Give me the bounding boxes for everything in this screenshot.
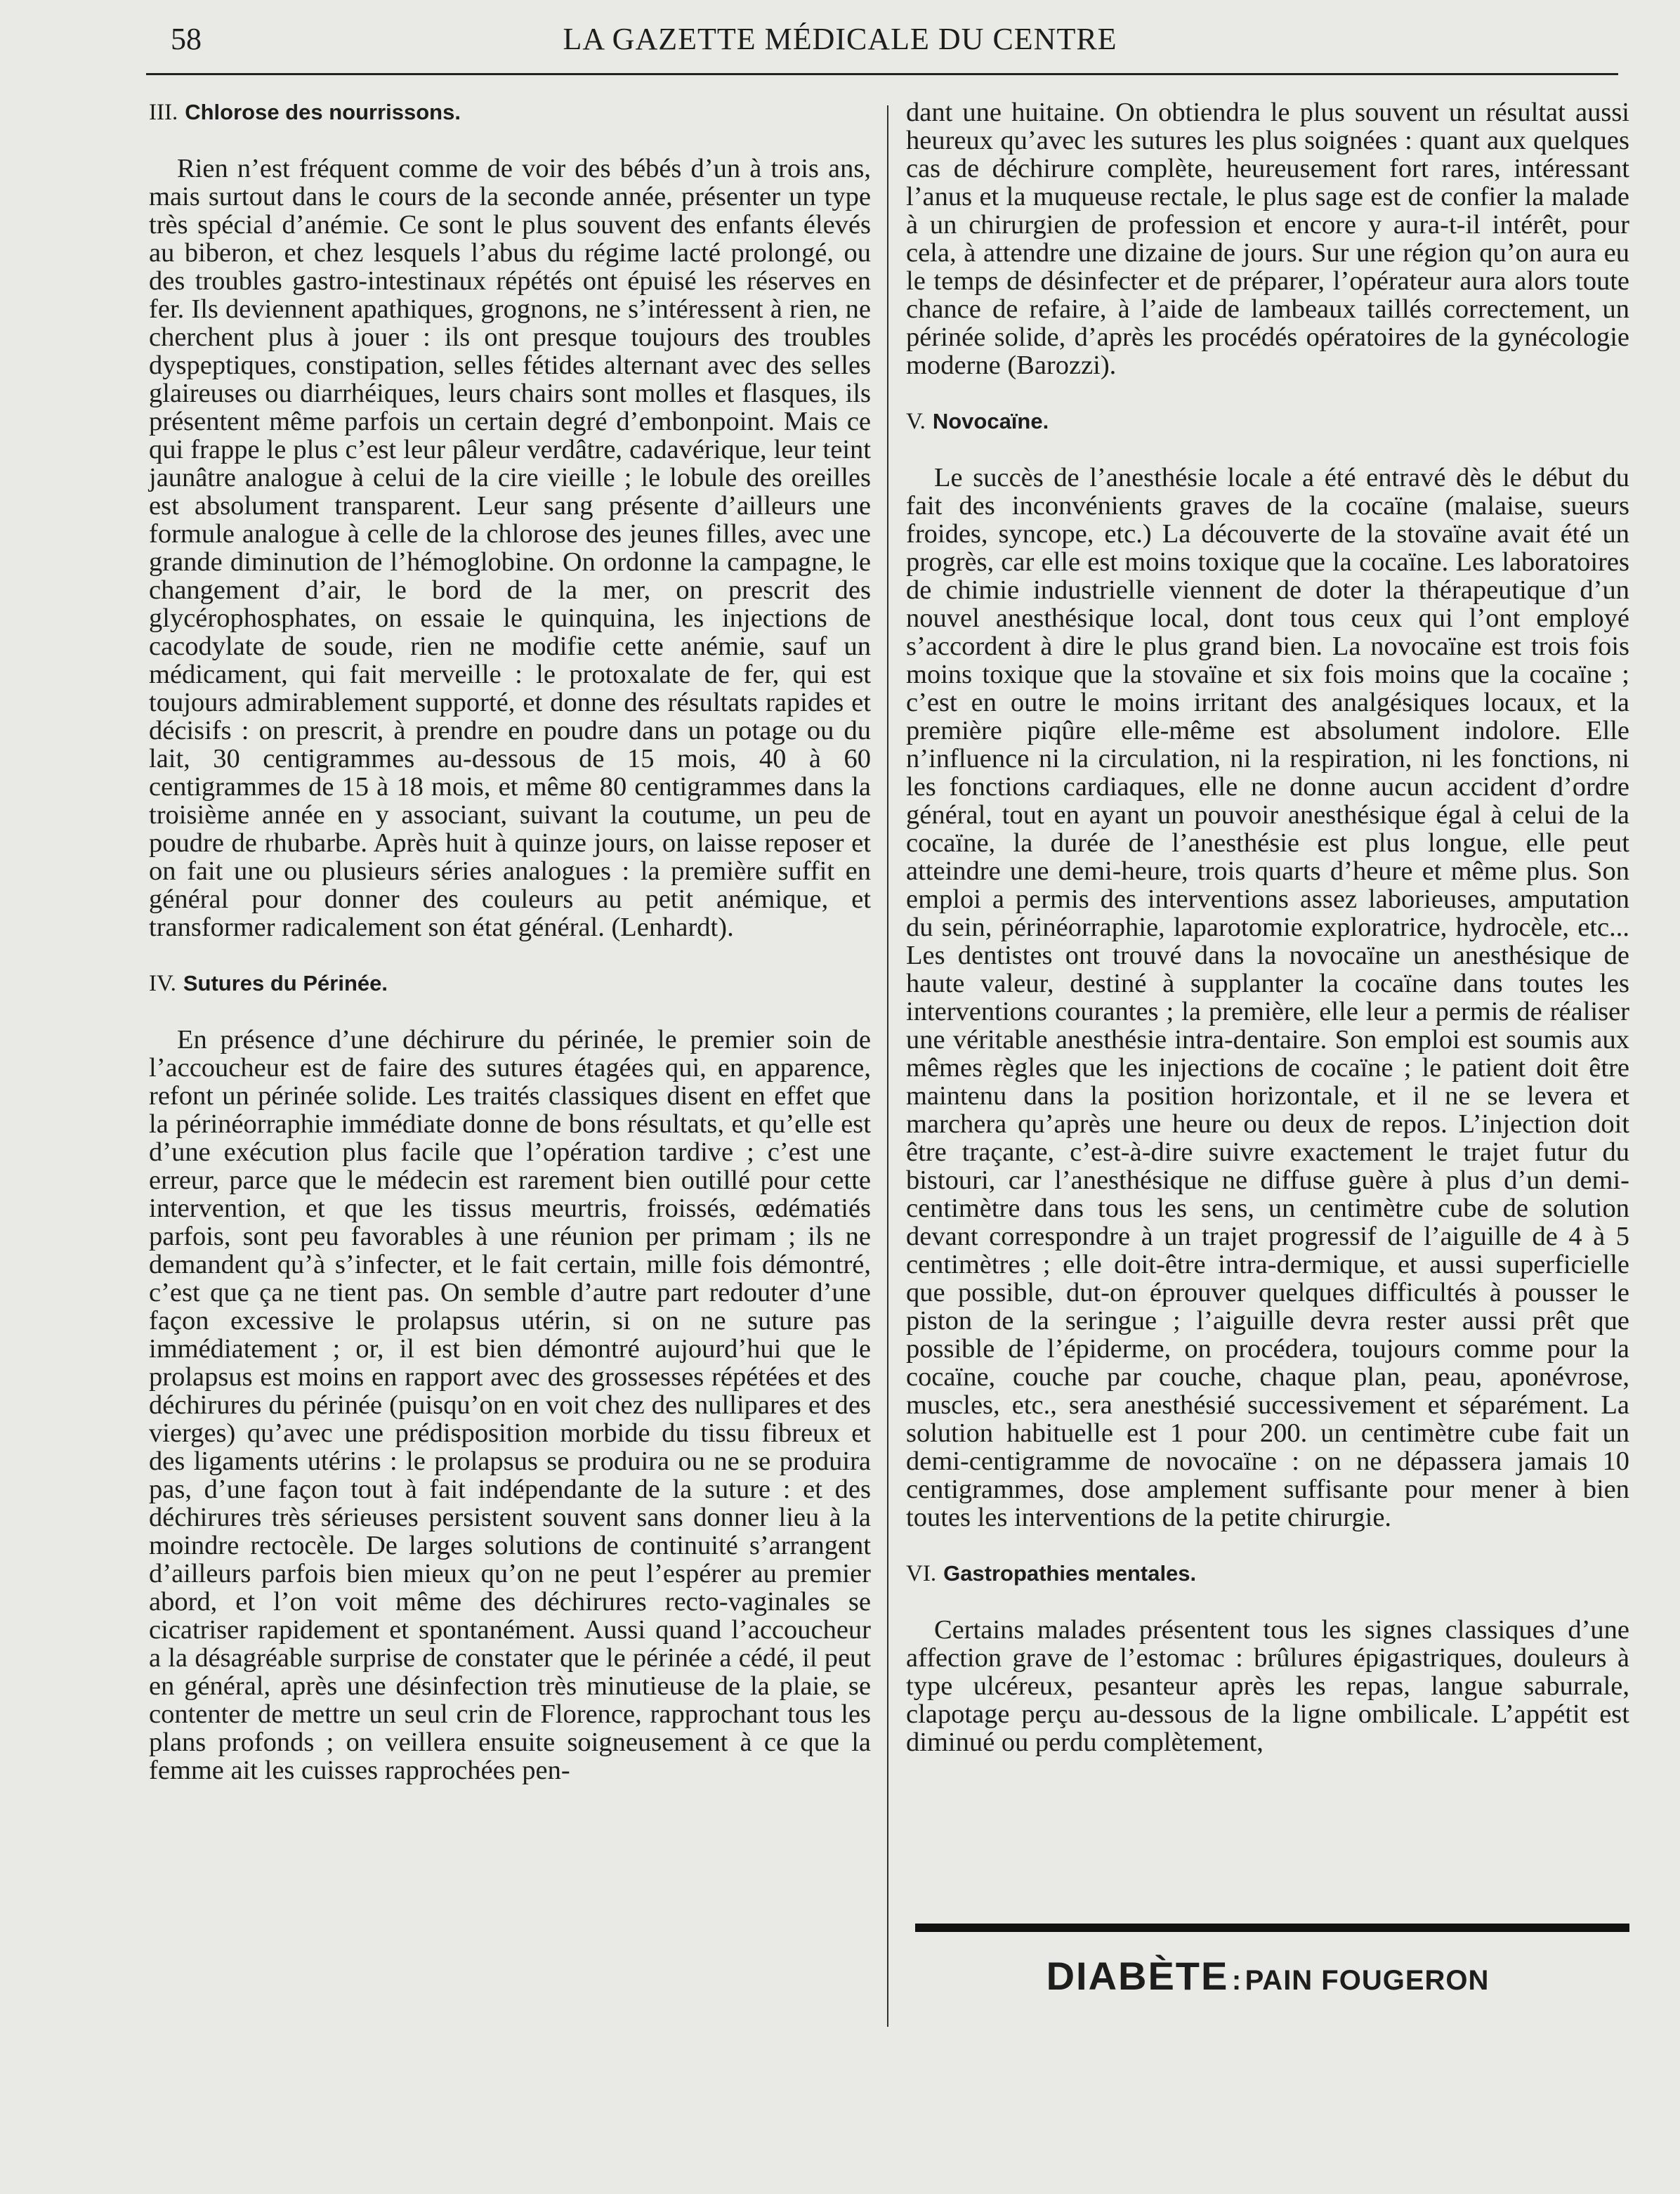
header-rule [146,73,1618,75]
body-paragraph: Rien n’est fréquent comme de voir des bébés d’un à trois ans, mais surtout dans le cours de la seconde année, présenter un type très spécial d’anémie. Ce sont le plus souvent des enfants élevés au biberon, et chez lesquels l’abus du régime lacté prolongé, ou des troubles gastro-intestinaux répétés ont épuisé les réserves en fer. Ils deviennent apathiques, grognons, ne s’intéressent à rien, ne cherchent plus à jouer : ils ont presque toujours des troubles dyspeptiques, constipation, selles fétides alternant avec des selles glaireuses ou diarrhéiques, leurs chairs sont molles et flasques, ils présentent même parfois un certain degré d’embonpoint. Mais ce qui frappe le plus c’est leur pâleur verdâtre, cadavérique, leur teint jaunâtre analogue à celui de la cire vieille ; le lobule des oreilles est absolument transparent. Leur sang présente d’ailleurs une formule analogue à celle de la chlorose des jeunes filles, avec une grande diminution de l’hémoglobine. On ordonne la campagne, le changement d’air, le bord de la mer, on prescrit des glycérophosphates, on essaie le quinquina, les injections de cacodylate de soude, rien ne modifie cette anémie, sauf un médicament, qui fait merveille : le protoxalate de fer, qui est toujours admirablement supporté, et donne des résultats rapides et décisifs : on prescrit, à prendre en poudre dans un potage ou du lait, 30 centigrammes au-dessous de 15 mois, 40 à 60 centigrammes de 15 à 18 mois, et même 80 centigrammes dans la troisième année en y associant, suivant la coutume, un peu de poudre de rhubarbe. Après huit à quinze jours, on laisse reposer et on fait une ou plusieurs séries analogues : la première suffit en général pour donner des couleurs au petit anémique, et transformer radicalement son état général. (Lenhardt). [149,154,871,942]
section-number: VI. [906,1561,937,1586]
section-number: III. [149,100,178,125]
section-heading [149,969,871,998]
advertisement-rule [915,1924,1629,1932]
section-title: Chlorose des nourrissons. [185,100,461,124]
left-column [149,98,871,1784]
page-number: 58 [171,22,202,56]
section-heading [906,1560,1629,1588]
section-number: V. [906,409,926,434]
section-heading [149,98,871,126]
section-title: Sutures du Périnée. [183,971,388,995]
running-title: LA GAZETTE MÉDICALE DU CENTRE [563,22,1117,56]
section-title: Gastropathies mentales. [943,1561,1197,1586]
body-paragraph: dant une huitaine. On obtiendra le plus souvent un résultat aussi heureux qu’avec les sutures les plus soignées : quant aux quelques cas de déchirure complète, heureusement fort rares, intéressant l’anus et la muqueuse rectale, le plus sage est de confier la malade à un chirurgien de profession et encore y aura-t-il intérêt, pour cela, à attendre une dizaine de jours. Sur une région qu’on aura eu le temps de désinfecter et de préparer, l’opérateur aura alors toute chance de refaire, à l’aide de lambeaux taillés correctement, un périnée solide, d’après les procédés opératoires de la gynécologie moderne (Barozzi). [906,98,1629,380]
body-paragraph: Le succès de l’anesthésie locale a été entravé dès le début du fait des inconvénients graves de la cocaïne (malaise, sueurs froides, syncope, etc.) La découverte de la stovaïne avait été un progrès, car elle est moins toxique que la cocaïne. Les laboratoires de chimie industrielle viennent de doter la thérapeutique d’un nouvel anesthésique local, dont tous ceux qui l’ont employé s’accordent à dire le plus grand bien. La novocaïne est trois fois moins toxique que la stovaïne et six fois moins que la cocaïne ; c’est en outre le moins irritant des analgésiques locaux, et la première piqûre elle-même est absolument indolore. Elle n’influence ni la circulation, ni la respiration, ni les fonctions, ni les fonctions cardiaques, elle ne donne aucun accident d’ordre général, tout en ayant un pouvoir anesthésique égal à celui de la cocaïne, la durée de l’anesthésie est plus longue, elle peut atteindre une demi-heure, trois quarts d’heure et même plus. Son emploi a permis des interventions assez laborieuses, amputation du sein, périnéorraphie, laparotomie exploratrice, hydrocèle, etc... Les dentistes ont trouvé dans la novocaïne un anesthésique de haute valeur, destiné à supplanter la cocaïne dans toutes les interventions courantes ; la première, elle leur a permis de réaliser une véritable anesthésie intra-dentaire. Son emploi est soumis aux mêmes règles que les injections de cocaïne ; le patient doit être maintenu dans la position horizontale, et il ne se levera et marchera qu’après une heure ou deux de repos. L’injection doit être traçante, c’est-à-dire suivre exactement le trajet futur du bistouri, car l’anesthésique ne diffuse guère à plus d’un demi-centimètre dans tous les sens, un centimètre cube de solution devant correspondre à un trajet progressif de l’aiguille de 4 à 5 centimètres ; elle doit-être intra-dermique, et aussi superficielle que possible, dut-on éprouver quelques difficultés à pousser le piston de la seringue ; l’aiguille devra rester aussi prêt que possible de l’épiderme, on procédera, toujours comme pour la cocaïne, couche par couche, chaque plan, peau, aponévrose, muscles, etc., sera anesthésié successivement et séparément. La solution habituelle est 1 pour 200. un centimètre cube fait un demi-centigramme de novocaïne : on ne dépassera jamais 10 centigrammes, dose amplement suffisante pour mener à bien toutes les interventions de la petite chirurgie. [906,463,1629,1532]
advertisement-product: PAIN FOUGERON [1245,1965,1490,1996]
right-column [906,98,1629,1756]
section-heading [906,407,1629,436]
body-paragraph: En présence d’une déchirure du périnée, le premier soin de l’accoucheur est de faire des sutures étagées qui, en apparence, refont un périnée solide. Les traités classiques disent en effet que la périnéorraphie immédiate donne de bons résultats, et qu’elle est d’une exécution plus facile que l’opération tardive ; c’est une erreur, parce que le médecin est rarement bien outillé pour cette intervention, et que les tissus meurtris, froissés, œdématiés parfois, sont peu favorables à une réunion per primam ; ils ne demandent qu’à s’infecter, et le fait certain, mille fois démontré, c’est que ça ne tient pas. On semble d’autre part redouter d’une façon excessive le prolapsus utérin, si on ne suture pas immédiatement ; or, il est bien démontré aujourd’hui que le prolapsus est moins en rapport avec des grossesses répétées et des déchirures du périnée (puisqu’on en voit chez des nullipares et des vierges) qu’avec une prédisposition morbide du tissu fibreux et des ligaments utérins : le prolapsus se produira ou ne se produira pas, d’une façon tout à fait indépendante de la suture : et des déchirures très sérieuses persistent souvent sans donner lieu à la moindre rectocèle. De larges solutions de continuité s’arrangent d’ailleurs parfois bien mieux qu’on ne peut l’espérer au premier abord, et l’on voit même des déchirures recto-vaginales se cicatriser rapidement et spontanément. Aussi quand l’accoucheur a la désagréable surprise de constater que le périnée a cédé, il peut en général, après une désinfection très minutieuse de la plaie, se contenter de mettre un seul crin de Florence, rapprochant tous les plans profonds ; on veillera ensuite soigneusement à ce que la femme ait les cuisses rapprochées pen- [149,1025,871,1785]
body-paragraph: Certains malades présentent tous les signes classiques d’une affection grave de l’estomac : brûlures épigastriques, douleurs à type ulcéreux, pesanteur après les repas, langue saburrale, clapotage perçu au-dessous de la ligne ombilicale. L’appétit est diminué ou perdu complètement, [906,1615,1629,1757]
advertisement-separator: : [1231,1965,1242,1996]
section-title: Novocaïne. [932,409,1049,433]
section-number: IV. [149,971,176,996]
advertisement-main: DIABÈTE [1046,1954,1229,1998]
advertisement [906,1953,1629,1999]
column-divider [887,105,888,2027]
